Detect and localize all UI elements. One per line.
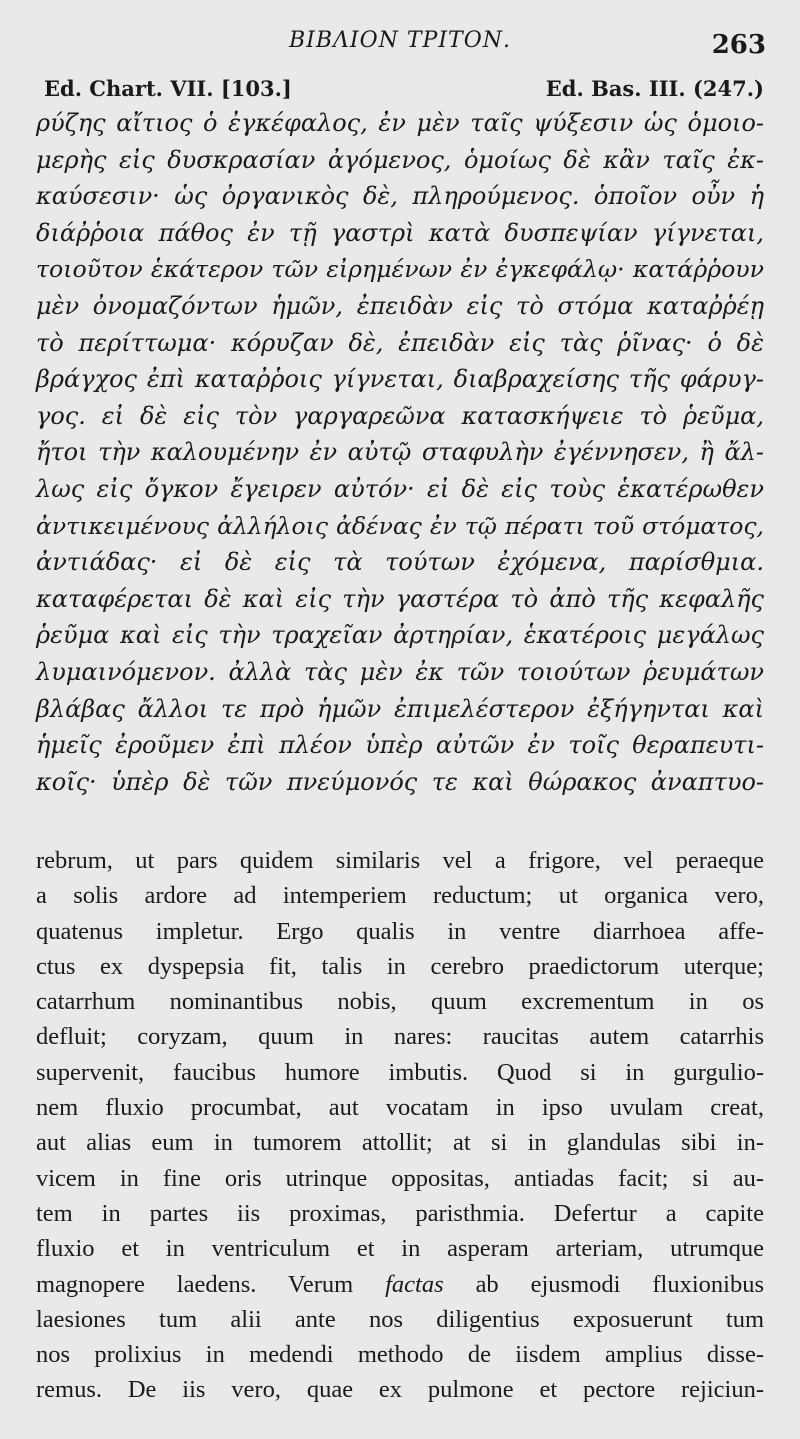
latin-line-part: ab ejusmodi fluxionibus (475, 1270, 764, 1298)
greek-line: μὲν ὀνομαζόντων ἡμῶν, ἐπειδὰν εἰς τὸ στόμα καταῤῥέῃ (36, 291, 764, 320)
latin-line: tem in partes iis proximas, paristhmia. Defertur a capite (36, 1199, 764, 1227)
greek-line: διάῤῥοια πάθος ἐν τῇ γαστρὶ κατὰ δυσπεψίαν γίγνεται, (36, 218, 764, 247)
latin-line: vicem in fine oris utrinque oppositas, antiadas facit; si au- (36, 1164, 764, 1192)
latin-line: a solis ardore ad intemperiem reductum; ut organica vero, (36, 882, 764, 910)
edition-references (44, 76, 764, 101)
latin-line: laesiones tum alii ante nos diligentius exposuerunt tum (36, 1305, 764, 1333)
edition-basel-reference: Ed. Bas. III. (247.) (545, 76, 764, 101)
greek-line: λυμαινόμενον. ἀλλὰ τὰς μὲν ἐκ τῶν τοιούτων ῥευμάτων (36, 657, 764, 686)
greek-line: λως εἰς ὄγκον ἔγειρεν αὐτόν· εἰ δὲ εἰς τοὺς ἑκατέρωθεν (36, 474, 764, 503)
greek-line: βλάβας ἄλλοι τε πρὸ ἡμῶν ἐπιμελέστερον ἐξήγηνται καὶ (36, 694, 764, 723)
greek-line: μερὴς εἰς δυσκρασίαν ἀγόμενος, ὁμοίως δὲ κἂν ταῖς ἐκ- (36, 145, 764, 174)
latin-line: nem fluxio procumbat, aut vocatam in ipso uvulam creat, (36, 1094, 764, 1122)
latin-line: fluxio et in ventriculum et in asperam arteriam, utrumque (36, 1235, 764, 1263)
latin-line-part: magnopere laedens. Verum (36, 1270, 386, 1298)
greek-line: καταφέρεται δὲ καὶ εἰς τὴν γαστέρα τὸ ἀπὸ τῆς κεφαλῆς (36, 584, 764, 613)
edition-chart-reference: Ed. Chart. VII. [103.] (44, 76, 292, 101)
greek-line: τοιοῦτον ἑκάτερον τῶν εἰρημένων ἐν ἐγκεφάλῳ· κατάῤῥουν (36, 255, 764, 284)
page-number: 263 (711, 30, 766, 60)
latin-line: catarrhum nominantibus nobis, quum excrementum in os (36, 988, 764, 1016)
greek-line: ἤτοι τὴν καλουμένην ἐν αὐτῷ σταφυλὴν ἐγέννησεν, ἢ ἄλ- (36, 438, 764, 467)
greek-text-block (36, 105, 764, 800)
latin-line: nos prolixius in medendi methodo de iisdem amplius disse- (36, 1341, 764, 1369)
greek-line: κοῖς· ὑπὲρ δὲ τῶν πνεύμονός τε καὶ θώρακος ἀναπτυο- (36, 767, 764, 796)
greek-line: καύσεσιν· ὡς ὀργανικὸς δὲ, πληρούμενος. ὁποῖον οὖν ἡ (36, 182, 764, 211)
latin-text-block (36, 843, 764, 1408)
latin-line: remus. De iis vero, quae ex pulmone et pectore rejiciun- (36, 1376, 764, 1404)
greek-line: ῥεῦμα καὶ εἰς τὴν τραχεῖαν ἀρτηρίαν, ἑκατέροις μεγάλως (36, 621, 764, 650)
greek-line: τὸ περίττωμα· κόρυζαν δὲ, ἐπειδὰν εἰς τὰς ῥῖνας· ὁ δὲ (36, 328, 764, 357)
latin-line: supervenit, faucibus humore imbutis. Quod si in gurgulio- (36, 1058, 764, 1086)
latin-line: aut alias eum in tumorem attollit; at si in glandulas sibi in- (36, 1129, 764, 1157)
greek-line: βράγχος ἐπὶ καταῤῥοις γίγνεται, διαβραχείσης τῆς φάρυγ- (36, 365, 764, 394)
latin-line: defluit; coryzam, quum in nares: raucitas autem catarrhis (36, 1023, 764, 1051)
latin-line: ctus ex dyspepsia fit, talis in cerebro praedictorum uterque; (36, 952, 764, 980)
latin-line: quatenus impletur. Ergo qualis in ventre diarrhoea affe- (36, 917, 764, 945)
greek-line: ἀντικειμένους ἀλλήλοις ἀδένας ἐν τῷ πέρατι τοῦ στόματος, (36, 511, 764, 540)
latin-line: rebrum, ut pars quidem similaris vel a frigore, vel peraeque (36, 847, 764, 874)
running-title: ΒΙΒΛΙΟΝ ΤΡΙΤΟΝ. (288, 28, 511, 53)
latin-line-with-italic (36, 1267, 764, 1302)
greek-line: ρύζης αἴτιος ὁ ἐγκέφαλος, ἐν μὲν ταῖς ψύξεσιν ὡς ὁμοιο- (36, 109, 764, 137)
greek-line: ἀντιάδας· εἰ δὲ εἰς τὰ τούτων ἐχόμενα, παρίσθμια. (36, 548, 764, 577)
greek-line: γος. εἰ δὲ εἰς τὸν γαργαρεῶνα κατασκήψειε τὸ ῥεῦμα, (36, 401, 764, 430)
greek-line: ἡμεῖς ἐροῦμεν ἐπὶ πλέον ὑπὲρ αὐτῶν ἐν τοῖς θεραπευτι- (36, 731, 764, 760)
italic-word: factas (385, 1270, 444, 1298)
